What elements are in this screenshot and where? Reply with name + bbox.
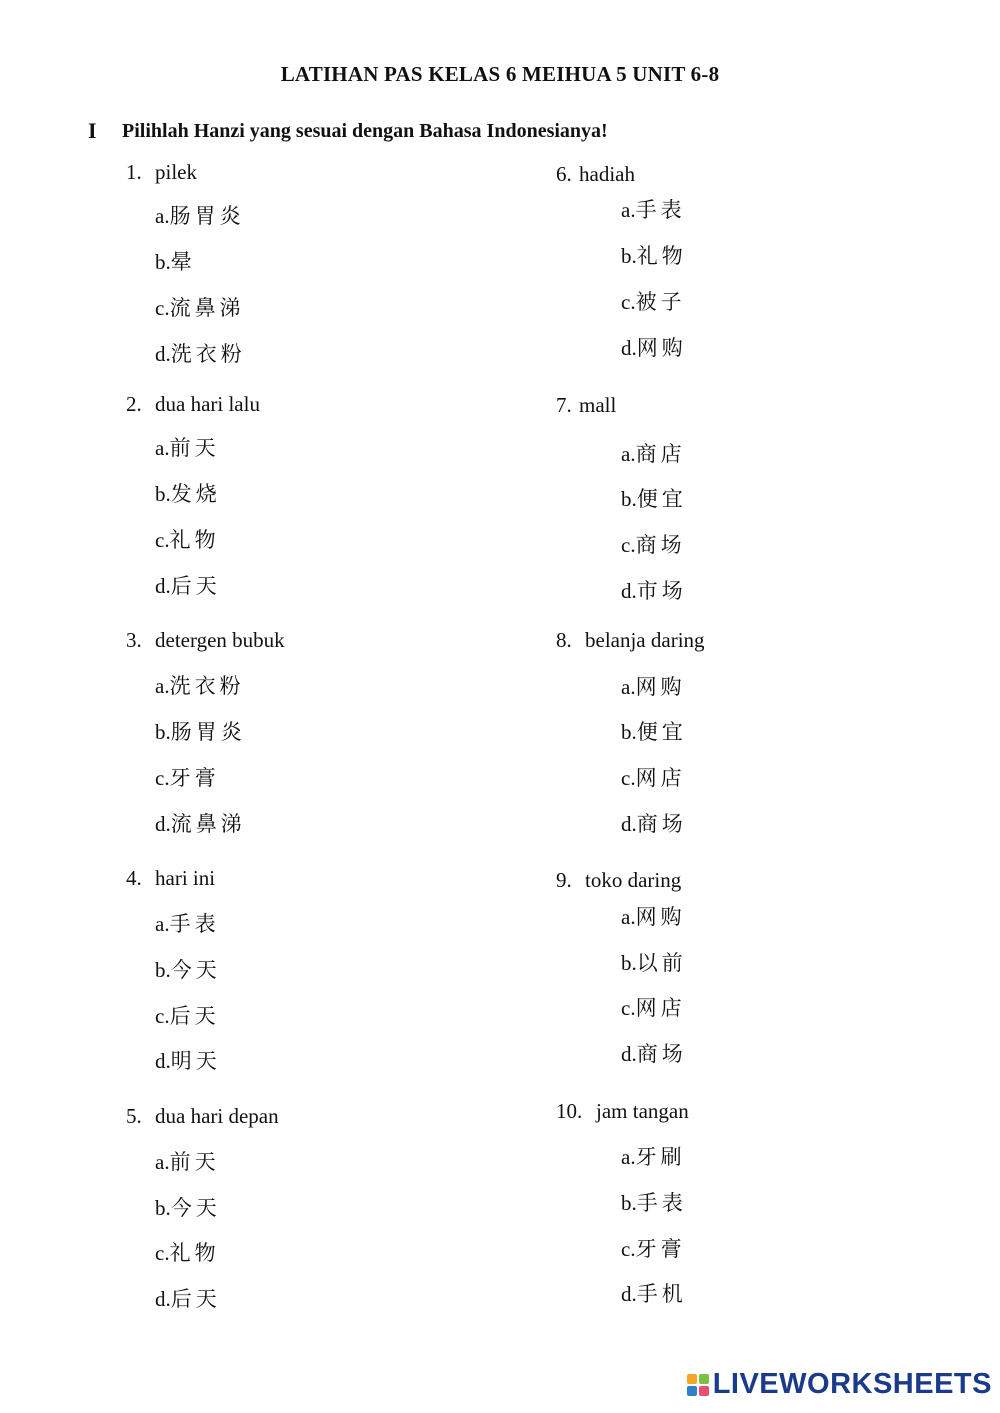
option-letter: d. <box>621 336 637 360</box>
option-letter: c. <box>155 1004 170 1028</box>
option-letter: b. <box>155 1196 171 1220</box>
option-hanzi: 便宜 <box>636 720 687 744</box>
question-text: pilek <box>155 160 197 184</box>
option-hanzi: 手机 <box>636 1282 687 1306</box>
question-4 <box>126 866 215 891</box>
section-instruction: Pilihlah Hanzi yang sesuai dengan Bahasa Indonesianya! <box>122 120 608 142</box>
option-letter: c. <box>155 766 170 790</box>
option-letter: b. <box>621 487 637 511</box>
option-letter: a. <box>155 912 170 936</box>
logo-square <box>699 1386 709 1396</box>
option-hanzi: 网购 <box>636 336 687 360</box>
option-hanzi: 网购 <box>635 675 686 699</box>
answer-option[interactable] <box>621 194 686 224</box>
question-9 <box>556 868 681 893</box>
answer-option[interactable] <box>621 240 687 270</box>
option-hanzi: 发烧 <box>170 482 221 506</box>
option-letter: b. <box>155 250 171 274</box>
option-letter: c. <box>155 1241 170 1265</box>
question-8 <box>556 628 705 653</box>
liveworksheets-logo <box>687 1368 992 1401</box>
option-letter: a. <box>621 198 636 222</box>
option-hanzi: 流鼻涕 <box>170 812 246 836</box>
answer-option[interactable] <box>621 1187 687 1217</box>
option-hanzi: 手表 <box>636 1191 687 1215</box>
question-3 <box>126 628 285 653</box>
answer-option[interactable] <box>155 200 245 230</box>
option-letter: b. <box>155 958 171 982</box>
answer-option[interactable] <box>621 529 686 559</box>
option-hanzi: 晕 <box>170 250 196 274</box>
option-letter: b. <box>155 482 171 506</box>
option-hanzi: 流鼻涕 <box>169 296 245 320</box>
option-hanzi: 礼物 <box>636 244 687 268</box>
option-hanzi: 便宜 <box>636 487 687 511</box>
option-letter: b. <box>621 244 637 268</box>
answer-option[interactable] <box>621 438 686 468</box>
question-text: belanja daring <box>585 628 705 652</box>
option-letter: a. <box>621 675 636 699</box>
answer-option[interactable] <box>155 954 221 984</box>
answer-option[interactable] <box>621 575 687 605</box>
question-6 <box>556 162 635 187</box>
option-letter: b. <box>155 720 171 744</box>
option-letter: d. <box>155 1287 171 1311</box>
question-text: jam tangan <box>596 1099 689 1123</box>
option-hanzi: 后天 <box>170 1287 221 1311</box>
answer-option[interactable] <box>155 1146 220 1176</box>
question-number: 7. <box>556 393 572 417</box>
question-text: hadiah <box>579 162 635 186</box>
question-number: 2. <box>126 392 142 416</box>
answer-option[interactable] <box>155 478 221 508</box>
option-letter: c. <box>621 766 636 790</box>
answer-option[interactable] <box>155 716 246 746</box>
answer-option[interactable] <box>621 947 687 977</box>
option-letter: c. <box>621 290 636 314</box>
option-hanzi: 牙刷 <box>635 1145 686 1169</box>
option-letter: c. <box>155 528 170 552</box>
answer-option[interactable] <box>621 1141 686 1171</box>
option-hanzi: 今天 <box>170 958 221 982</box>
option-letter: a. <box>621 905 636 929</box>
answer-option[interactable] <box>155 1045 221 1075</box>
answer-option[interactable] <box>155 246 196 276</box>
option-letter: a. <box>155 436 170 460</box>
answer-option[interactable] <box>621 671 686 701</box>
answer-option[interactable] <box>621 332 687 362</box>
answer-option[interactable] <box>155 670 245 700</box>
option-hanzi: 洗衣粉 <box>169 674 245 698</box>
option-hanzi: 前天 <box>169 436 220 460</box>
option-hanzi: 肠胃炎 <box>170 720 246 744</box>
answer-option[interactable] <box>155 338 246 368</box>
option-hanzi: 前天 <box>169 1150 220 1174</box>
answer-option[interactable] <box>621 901 686 931</box>
answer-option[interactable] <box>621 808 687 838</box>
question-text: toko daring <box>585 868 682 892</box>
option-letter: c. <box>621 1237 636 1261</box>
brand-name: LIVEWORKSHEETS <box>712 1368 992 1400</box>
answer-option[interactable] <box>155 1192 221 1222</box>
question-number: 8. <box>556 628 572 652</box>
option-letter: d. <box>621 1042 637 1066</box>
option-letter: d. <box>155 1049 171 1073</box>
question-1 <box>126 160 197 185</box>
question-text: dua hari lalu <box>155 392 260 416</box>
option-hanzi: 网购 <box>635 905 686 929</box>
option-letter: a. <box>621 442 636 466</box>
answer-option[interactable] <box>155 762 220 792</box>
option-hanzi: 商场 <box>636 812 687 836</box>
answer-option[interactable] <box>155 908 220 938</box>
answer-option[interactable] <box>621 1278 687 1308</box>
logo-square <box>699 1374 709 1384</box>
answer-option[interactable] <box>155 808 246 838</box>
option-hanzi: 礼物 <box>169 528 220 552</box>
option-hanzi: 礼物 <box>169 1241 220 1265</box>
question-number: 5. <box>126 1104 142 1128</box>
question-7 <box>556 393 616 418</box>
logo-square <box>687 1386 697 1396</box>
option-letter: c. <box>155 296 170 320</box>
option-hanzi: 商店 <box>635 442 686 466</box>
option-letter: a. <box>155 674 170 698</box>
option-hanzi: 网店 <box>635 766 686 790</box>
question-number: 6. <box>556 162 572 186</box>
option-letter: b. <box>621 1191 637 1215</box>
option-letter: c. <box>621 533 636 557</box>
option-hanzi: 网店 <box>635 996 686 1020</box>
question-10 <box>556 1099 689 1124</box>
question-text: mall <box>579 393 617 417</box>
question-number: 10. <box>556 1099 583 1123</box>
answer-option[interactable] <box>155 524 220 554</box>
question-5 <box>126 1104 279 1129</box>
logo-square <box>687 1374 697 1384</box>
option-hanzi: 后天 <box>169 1004 220 1028</box>
question-number: 4. <box>126 866 142 890</box>
answer-option[interactable] <box>621 483 687 513</box>
option-hanzi: 商场 <box>635 533 686 557</box>
question-text: dua hari depan <box>155 1104 279 1128</box>
option-hanzi: 洗衣粉 <box>170 342 246 366</box>
worksheet-title: LATIHAN PAS KELAS 6 MEIHUA 5 UNIT 6-8 <box>280 62 720 86</box>
answer-option[interactable] <box>621 1233 686 1263</box>
answer-option[interactable] <box>155 1237 220 1267</box>
answer-option[interactable] <box>621 992 686 1022</box>
answer-option[interactable] <box>621 1038 687 1068</box>
option-hanzi: 手表 <box>635 198 686 222</box>
question-number: 3. <box>126 628 142 652</box>
option-hanzi: 市场 <box>636 579 687 603</box>
option-hanzi: 明天 <box>170 1049 221 1073</box>
answer-option[interactable] <box>621 762 686 792</box>
question-text: detergen bubuk <box>155 628 285 652</box>
option-letter: c. <box>621 996 636 1020</box>
question-text: hari ini <box>155 866 216 890</box>
option-letter: b. <box>621 951 637 975</box>
option-letter: a. <box>155 204 170 228</box>
section-number: I <box>88 118 97 143</box>
answer-option[interactable] <box>621 716 687 746</box>
option-hanzi: 牙膏 <box>635 1237 686 1261</box>
question-number: 9. <box>556 868 572 892</box>
option-letter: d. <box>155 574 171 598</box>
answer-option[interactable] <box>621 286 686 316</box>
option-hanzi: 后天 <box>170 574 221 598</box>
option-letter: b. <box>621 720 637 744</box>
option-letter: d. <box>621 812 637 836</box>
option-hanzi: 今天 <box>170 1196 221 1220</box>
option-letter: d. <box>621 1282 637 1306</box>
option-hanzi: 手表 <box>169 912 220 936</box>
question-2 <box>126 392 260 417</box>
option-letter: a. <box>621 1145 636 1169</box>
answer-option[interactable] <box>155 570 221 600</box>
option-letter: d. <box>621 579 637 603</box>
option-letter: d. <box>155 812 171 836</box>
option-hanzi: 肠胃炎 <box>169 204 245 228</box>
option-letter: a. <box>155 1150 170 1174</box>
option-hanzi: 牙膏 <box>169 766 220 790</box>
logo-icon <box>687 1374 709 1396</box>
answer-option[interactable] <box>155 1000 220 1030</box>
option-letter: d. <box>155 342 171 366</box>
question-number: 1. <box>126 160 142 184</box>
answer-option[interactable] <box>155 292 245 322</box>
option-hanzi: 商场 <box>636 1042 687 1066</box>
option-hanzi: 被子 <box>635 290 686 314</box>
option-hanzi: 以前 <box>636 951 687 975</box>
answer-option[interactable] <box>155 1283 221 1313</box>
answer-option[interactable] <box>155 432 220 462</box>
